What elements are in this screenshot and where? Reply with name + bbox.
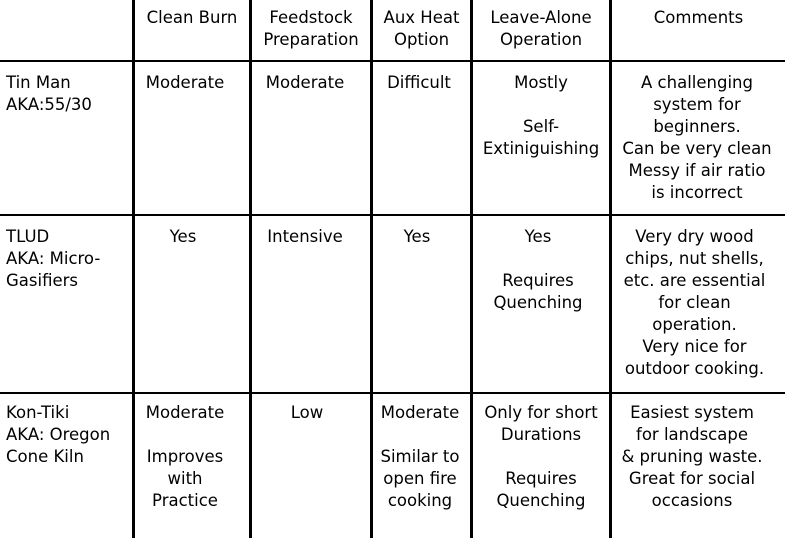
header-clean-burn: Clean Burn [146,8,238,27]
tlud-feedstock: Intensive [267,227,343,246]
tlud-comments: Very dry wood chips, nut shells, etc. are essential for clean operation. Very nice for outdoor cooking. [623,227,766,378]
tlud-clean-burn: Yes [169,227,197,246]
tlud-aux-heat: Yes [403,227,431,246]
row-name-tlud: TLUD AKA: Micro- Gasifiers [6,227,101,290]
row-name-kon-tiki: Kon-Tiki AKA: Oregon Cone Kiln [6,403,111,466]
header-leave-alone-operation: Leave-Alone Operation [490,8,592,49]
header-feedstock-preparation: Feedstock Preparation [263,8,359,49]
tin-man-comments: A challenging system for beginners. Can be very clean Messy if air ratio is incorrect [622,73,772,202]
tlud-leave-alone: Yes Requires Quenching [493,227,583,312]
header-comments: Comments [653,8,744,27]
kon-tiki-feedstock: Low [290,403,324,422]
row-divider [0,60,785,62]
kon-tiki-clean-burn: Moderate Improves with Practice [145,403,225,510]
kon-tiki-comments: Easiest system for landscape & pruning waste. Great for social occasions [621,403,763,510]
tin-man-aux-heat: Difficult [387,73,451,92]
tin-man-clean-burn: Moderate [145,73,225,92]
row-divider [0,214,785,216]
kon-tiki-leave-alone: Only for short Durations Requires Quenching [484,403,598,510]
kon-tiki-aux-heat: Moderate Similar to open fire cooking [380,403,460,510]
row-name-tin-man: Tin Man AKA:55/30 [6,73,92,114]
row-divider [0,392,785,394]
header-aux-heat-option: Aux Heat Option [383,8,460,49]
tin-man-feedstock: Moderate [265,73,345,92]
tin-man-leave-alone: Mostly Self- Extiniguishing [482,73,600,158]
